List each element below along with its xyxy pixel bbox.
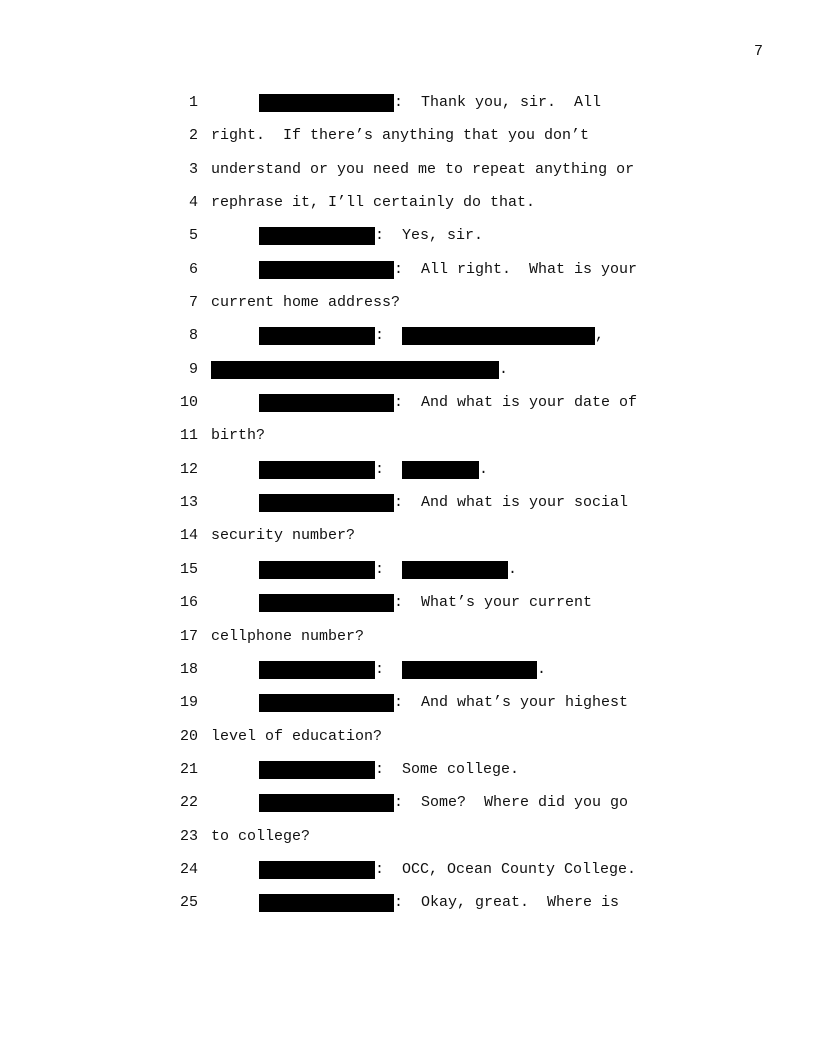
transcript-line <box>0 758 816 791</box>
transcript-line <box>0 625 816 658</box>
line-content: : Thank you, sir. All <box>394 94 602 111</box>
redaction-address <box>211 361 499 379</box>
redaction-date-of-birth <box>402 461 479 479</box>
line-tail: . <box>508 560 518 578</box>
line-content: : What’s your current <box>394 594 593 612</box>
transcript-line <box>0 491 816 524</box>
line-number: 20 <box>179 727 198 745</box>
transcript-line <box>0 158 816 191</box>
line-number: 1 <box>188 94 198 111</box>
line-tail: . <box>499 360 509 378</box>
transcript-line <box>0 224 816 257</box>
transcript-line <box>0 391 816 424</box>
line-content: birth? <box>211 427 266 445</box>
redaction-speaker-interviewer <box>259 794 394 812</box>
redaction-speaker-interviewer <box>259 694 394 712</box>
line-content: : Some? Where did you go <box>394 794 629 812</box>
transcript-line <box>0 424 816 457</box>
line-text <box>211 791 628 815</box>
line-content: security number? <box>211 527 356 545</box>
transcript-line <box>0 825 816 858</box>
transcript-line <box>0 291 816 324</box>
line-number: 5 <box>188 227 198 245</box>
redaction-phone-number <box>402 661 537 679</box>
redaction-speaker-respondent <box>259 227 375 245</box>
transcript-line <box>0 858 816 891</box>
line-text <box>211 591 592 615</box>
line-number: 17 <box>179 627 198 645</box>
line-tail: , <box>595 327 605 345</box>
transcript-line <box>0 358 816 391</box>
line-content: right. If there’s anything that you don’t <box>211 127 590 145</box>
transcript-line <box>0 558 816 591</box>
line-text <box>211 558 517 582</box>
line-number: 16 <box>179 594 198 612</box>
line-number: 24 <box>179 860 198 878</box>
line-content: : And what’s your highest <box>394 694 629 712</box>
transcript-line <box>0 458 816 491</box>
transcript-line <box>0 791 816 824</box>
line-content: : OCC, Ocean County College. <box>375 860 637 878</box>
line-text <box>211 658 546 682</box>
transcript-line <box>0 691 816 724</box>
line-text <box>211 458 488 482</box>
transcript-line <box>0 191 816 224</box>
transcript-line <box>0 91 816 124</box>
redaction-speaker-respondent <box>259 861 375 879</box>
transcript-line <box>0 124 816 157</box>
line-content: : <box>375 460 403 478</box>
line-number: 18 <box>179 660 198 678</box>
line-tail: . <box>479 460 489 478</box>
line-number: 14 <box>179 527 198 545</box>
transcript-line <box>0 891 816 924</box>
redaction-social-security-number <box>402 561 508 579</box>
line-text <box>211 391 637 415</box>
line-number: 23 <box>179 827 198 845</box>
line-tail: . <box>537 660 547 678</box>
line-number: 19 <box>179 694 198 712</box>
line-number: 25 <box>179 894 198 912</box>
line-content: : And what is your date of <box>394 394 638 412</box>
transcript-line <box>0 591 816 624</box>
line-content: : Okay, great. Where is <box>394 894 620 912</box>
redaction-speaker-respondent <box>259 661 375 679</box>
line-text <box>211 758 519 782</box>
redaction-address <box>402 327 595 345</box>
line-text <box>211 258 637 282</box>
line-number: 7 <box>188 294 198 312</box>
line-number: 22 <box>179 794 198 812</box>
line-content: : Yes, sir. <box>375 227 484 245</box>
redaction-speaker-interviewer <box>259 261 394 279</box>
line-content: cellphone number? <box>211 627 365 645</box>
redaction-speaker-interviewer <box>259 494 394 512</box>
line-content: understand or you need me to repeat anything or <box>211 160 635 178</box>
line-number: 10 <box>179 394 198 412</box>
page-number: 7 <box>753 43 763 60</box>
redaction-speaker-respondent <box>259 327 375 345</box>
line-text <box>211 358 508 382</box>
line-number: 13 <box>179 494 198 512</box>
line-number: 9 <box>188 360 198 378</box>
redaction-speaker-respondent <box>259 561 375 579</box>
line-number: 3 <box>188 160 198 178</box>
transcript-line <box>0 658 816 691</box>
line-number: 4 <box>188 194 198 212</box>
redaction-speaker-interviewer <box>259 394 394 412</box>
line-text <box>211 224 483 248</box>
line-content: current home address? <box>211 294 401 312</box>
line-content: : <box>375 327 403 345</box>
line-content: rephrase it, I’ll certainly do that. <box>211 194 536 212</box>
line-content: : <box>375 560 403 578</box>
transcript-line <box>0 324 816 357</box>
line-number: 21 <box>179 760 198 778</box>
redaction-speaker-respondent <box>259 461 375 479</box>
transcript-line <box>0 524 816 557</box>
line-number: 6 <box>188 260 198 278</box>
redaction-speaker-interviewer <box>259 94 394 112</box>
line-number: 15 <box>179 560 198 578</box>
line-text <box>211 858 636 882</box>
line-number: 11 <box>179 427 198 445</box>
line-content: : <box>375 660 403 678</box>
line-number: 2 <box>188 127 198 145</box>
line-number: 12 <box>179 460 198 478</box>
line-content: : Some college. <box>375 760 520 778</box>
line-text <box>211 891 619 915</box>
line-content: : And what is your social <box>394 494 629 512</box>
line-content: : All right. What is your <box>394 260 638 278</box>
transcript-line <box>0 258 816 291</box>
line-text <box>211 691 628 715</box>
line-text <box>211 491 628 515</box>
line-text <box>211 91 601 115</box>
line-content: to college? <box>211 827 311 845</box>
transcript-line <box>0 725 816 758</box>
redaction-speaker-interviewer <box>259 894 394 912</box>
redaction-speaker-interviewer <box>259 594 394 612</box>
transcript <box>0 91 816 925</box>
line-number: 8 <box>188 327 198 345</box>
line-text <box>211 324 604 348</box>
line-content: level of education? <box>211 727 383 745</box>
redaction-speaker-respondent <box>259 761 375 779</box>
